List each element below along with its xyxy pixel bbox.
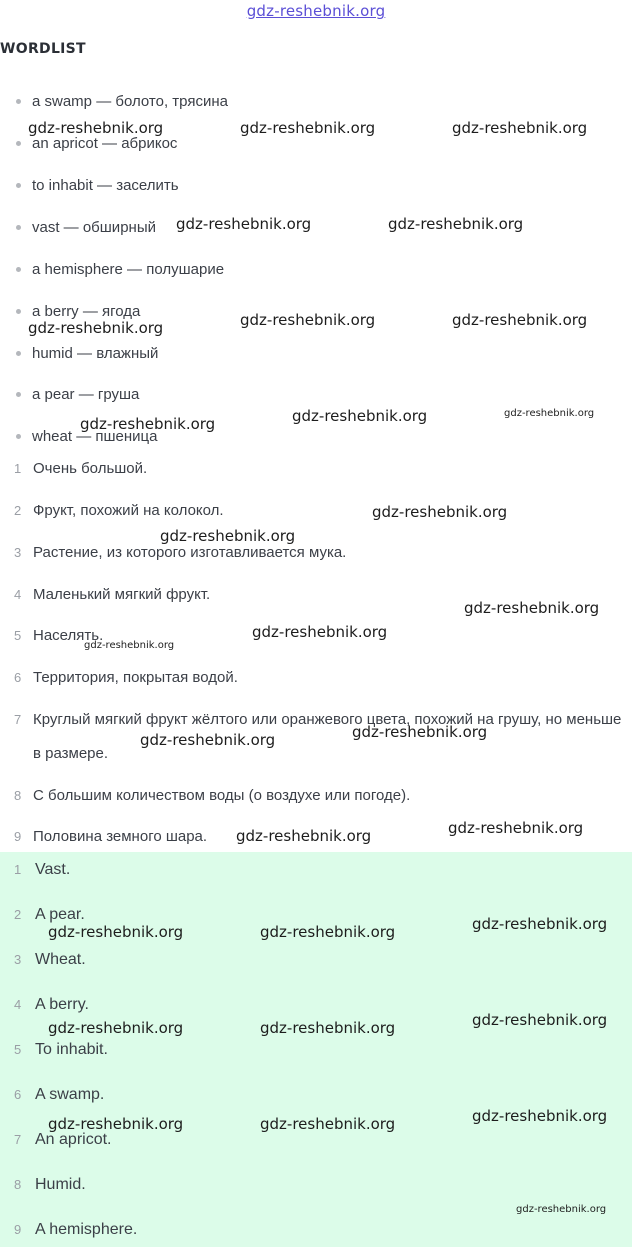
watermark: gdz-reshebnik.org (28, 319, 164, 337)
item-number: 1 (14, 461, 22, 476)
item-number: 5 (14, 628, 22, 643)
watermark: gdz-reshebnik.org (48, 923, 184, 941)
watermark: gdz-reshebnik.org (140, 731, 276, 749)
watermark: gdz-reshebnik.org (472, 1011, 608, 1029)
bullet-icon (16, 351, 21, 356)
item-number: 4 (14, 997, 22, 1012)
item-number: 6 (14, 670, 22, 685)
answer-text: To inhabit. (35, 1041, 108, 1058)
answer-text: Vast. (35, 861, 71, 878)
bullet-icon (16, 267, 21, 272)
watermark: gdz-reshebnik.org (352, 723, 488, 741)
wordlist-item (16, 218, 156, 238)
page-title: WORDLIST (0, 41, 86, 57)
watermark: gdz-reshebnik.org (260, 923, 396, 941)
item-number: 3 (14, 952, 22, 967)
wordlist-item (16, 260, 224, 280)
bullet-icon (16, 183, 21, 188)
wordlist-item-text: a hemisphere — полушарие (32, 261, 225, 278)
watermark: gdz-reshebnik.org (448, 819, 584, 837)
item-number: 2 (14, 503, 22, 518)
watermark: gdz-reshebnik.org (472, 1107, 608, 1125)
wordlist-item-text: humid — влажный (32, 345, 159, 362)
watermark: gdz-reshebnik.org (240, 311, 376, 329)
answer-text: A berry. (35, 996, 89, 1013)
watermark: gdz-reshebnik.org (452, 119, 588, 137)
definition-text: С большим количеством воды (о воздухе или погоде). (33, 787, 411, 804)
definition-text: Фрукт, похожий на колокол. (33, 502, 224, 519)
watermark: gdz-reshebnik.org (452, 311, 588, 329)
bullet-icon (16, 99, 21, 104)
watermark: gdz-reshebnik.org (236, 827, 372, 845)
item-number: 2 (14, 907, 22, 922)
definition-text: Круглый мягкий фрукт жёлтого или оранжевого цвета, похожий на грушу, но меньше в размере. (33, 711, 622, 762)
watermark: gdz-reshebnik.org (240, 119, 376, 137)
watermark: gdz-reshebnik.org (372, 503, 508, 521)
watermark: gdz-reshebnik.org (176, 215, 312, 233)
watermark: gdz-reshebnik.org (28, 119, 164, 137)
watermark: gdz-reshebnik.org (292, 407, 428, 425)
wordlist-item-text: a swamp — болото, трясина (32, 93, 228, 110)
item-number: 7 (14, 1132, 22, 1147)
item-number: 7 (14, 712, 22, 727)
watermark: gdz-reshebnik.org (260, 1019, 396, 1037)
watermark: gdz-reshebnik.org (472, 915, 608, 933)
answers-panel (0, 852, 632, 1247)
definition-text: Половина земного шара. (33, 828, 208, 845)
definition-text: Очень большой. (33, 460, 148, 477)
item-number: 1 (14, 862, 22, 877)
bullet-icon (16, 141, 21, 146)
bullet-icon (16, 434, 21, 439)
answer-text: Humid. (35, 1176, 86, 1193)
wordlist-item (16, 385, 139, 405)
wordlist-item-text: a berry — ягода (32, 303, 141, 320)
item-number: 4 (14, 587, 22, 602)
watermark: gdz-reshebnik.org (388, 215, 524, 233)
watermark: gdz-reshebnik.org (464, 599, 600, 617)
wordlist-item-text: an apricot — абрикос (32, 135, 178, 152)
wordlist-item (16, 134, 177, 154)
answer-text: Wheat. (35, 951, 86, 968)
wordlist-item-text: a pear — груша (32, 386, 140, 403)
watermark: gdz-reshebnik.org (160, 527, 296, 545)
watermark: gdz-reshebnik.org (84, 640, 175, 651)
wordlist-item-text: vast — обширный (32, 219, 156, 236)
wordlist-item (16, 344, 158, 364)
item-number: 8 (14, 1177, 22, 1192)
definition-text: Маленький мягкий фрукт. (33, 586, 211, 603)
wordlist-item-text: to inhabit — заселить (32, 177, 179, 194)
answer-text: A hemisphere. (35, 1221, 138, 1238)
item-number: 8 (14, 788, 22, 803)
watermark: gdz-reshebnik.org (516, 1204, 607, 1215)
definition-text: Территория, покрытая водой. (33, 669, 238, 686)
answer-text: An apricot. (35, 1131, 112, 1148)
watermark: gdz-reshebnik.org (252, 623, 388, 641)
definition-text: Растение, из которого изготавливается мука. (33, 544, 347, 561)
watermark: gdz-reshebnik.org (48, 1019, 184, 1037)
site-header-link[interactable]: gdz-reshebnik.org (246, 2, 386, 20)
wordlist-item-text: wheat — пшеница (32, 428, 158, 445)
answer-text: A pear. (35, 906, 85, 923)
watermark: gdz-reshebnik.org (260, 1115, 396, 1133)
item-number: 5 (14, 1042, 22, 1057)
answer-text: A swamp. (35, 1086, 105, 1103)
watermark: gdz-reshebnik.org (48, 1115, 184, 1133)
bullet-icon (16, 392, 21, 397)
bullet-icon (16, 309, 21, 314)
item-number: 6 (14, 1087, 22, 1102)
item-number: 3 (14, 545, 22, 560)
wordlist-item (16, 176, 179, 196)
item-number: 9 (14, 1222, 22, 1237)
watermark: gdz-reshebnik.org (504, 408, 595, 419)
item-number: 9 (14, 829, 22, 844)
bullet-icon (16, 225, 21, 230)
watermark: gdz-reshebnik.org (80, 415, 216, 433)
definition-text: Населять. (33, 627, 104, 644)
wordlist-item (16, 92, 228, 112)
